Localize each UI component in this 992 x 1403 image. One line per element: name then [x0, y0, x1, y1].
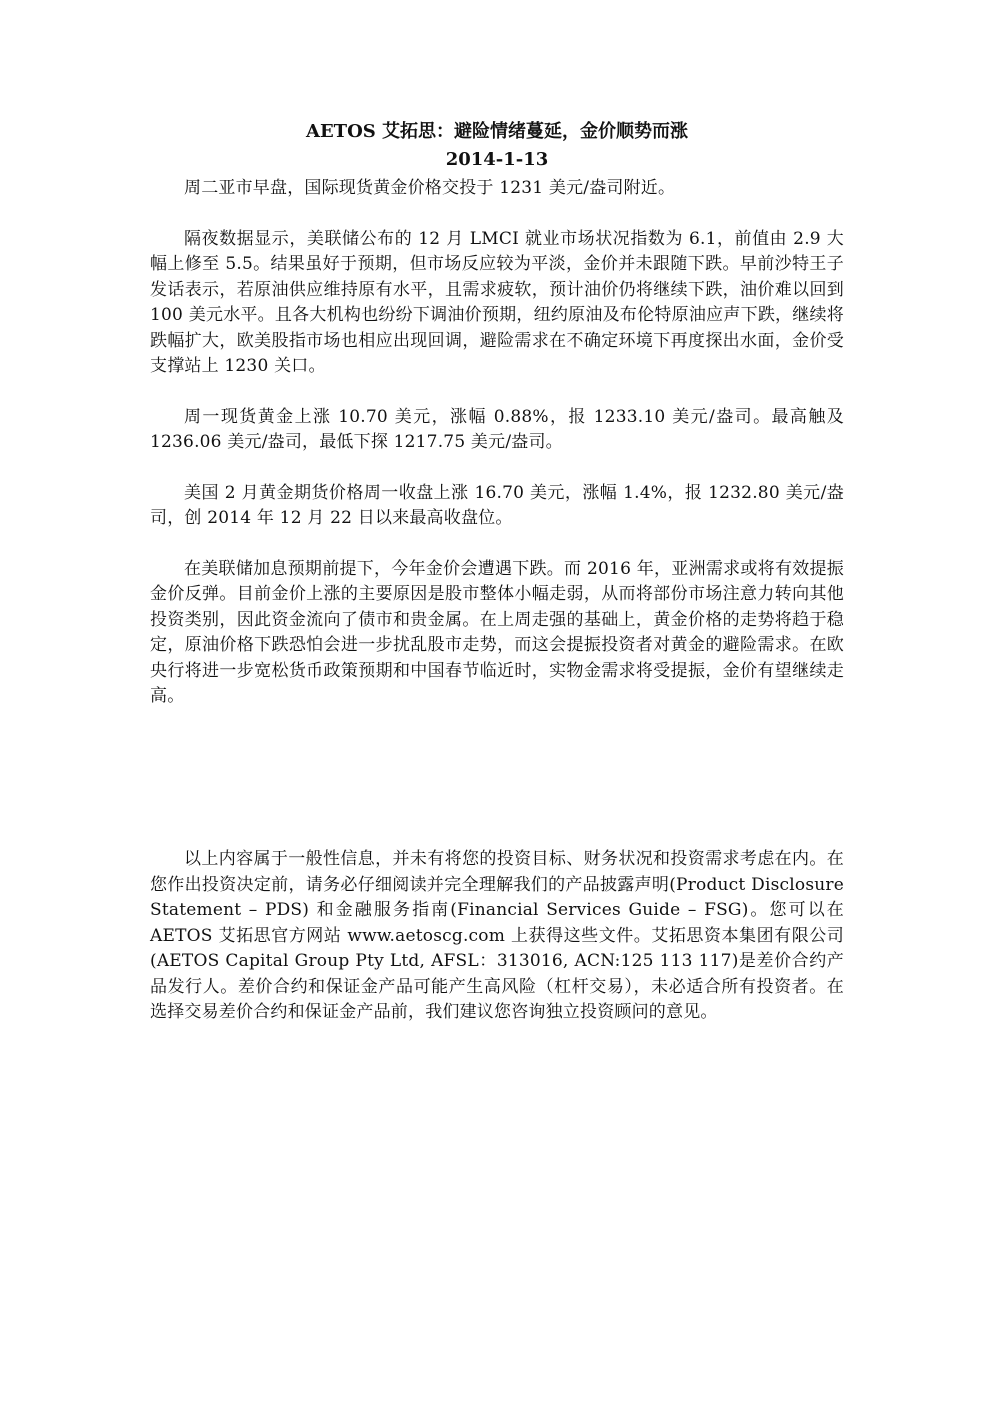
article-body: [150, 118, 844, 735]
paragraph-overnight-data: 隔夜数据显示，美联储公布的 12 月 LMCI 就业市场状况指数为 6.1，前值由 2.9 大幅上修至 5.5。结果虽好于预期，但市场反应较为平淡，金价并未跟随下跌。早前沙特王子发话表示，若原油供应维持原有水平，且需求疲软，预计油价仍将继续下跌，油价难以回到 100 美元水平。且各大机构也纷纷下调油价预期，纽约原油及布伦特原油应声下跌，继续将跌幅扩大，欧美股指市场也相应出现回调，避险需求在不确定环境下再度探出水面，金价受支撑站上 1230 关口。: [150, 228, 844, 376]
paragraph-spot-gold: 周一现货黄金上涨 10.70 美元，涨幅 0.88%，报 1233.10 美元/盎司。最高触及 1236.06 美元/盎司，最低下探 1217.75 美元/盎司。: [150, 406, 844, 452]
paragraph-outlook: 在美联储加息预期前提下，今年金价会遭遇下跌。而 2016 年，亚洲需求或将有效提振金价反弹。目前金价上涨的主要原因是股市整体小幅走弱，从而将部份市场注意力转向其他投资类别，因此资金流向了债市和贵金属。在上周走强的基础上，黄金价格的走势将趋于稳定，原油价格下跌恐怕会进一步扰乱股市走势，而这会提振投资者对黄金的避险需求。在欧央行将进一步宽松货币政策预期和中国春节临近时，实物金需求将受提振，金价有望继续走高。: [150, 558, 844, 706]
paragraph-intro: 周二亚市早盘，国际现货黄金价格交投于 1231 美元/盎司附近。: [184, 178, 676, 198]
article-date: 2014-1-13: [445, 149, 549, 170]
article-title: AETOS 艾拓思：避险情绪蔓延，金价顺势而涨: [305, 121, 689, 142]
paragraph-gold-futures: 美国 2 月黄金期货价格周一收盘上涨 16.70 美元，涨幅 1.4%，报 1232.80 美元/盎司，创 2014 年 12 月 22 日以来最高收盘位。: [150, 482, 844, 528]
disclaimer-text: 以上内容属于一般性信息，并未有将您的投资目标、财务状况和投资需求考虑在内。在您作出投资决定前，请务必仔细阅读并完全理解我们的产品披露声明(Product Disclosure Statement – PDS) 和金融服务指南(Financial Services Guide – FSG)。您可以在 AETOS 艾拓思官方网站 www.aetoscg.com 上获得这些文件。艾拓思资本集团有限公司(AETOS Capital Group Pty Ltd, AFSL：313016, ACN:125 113 117)是差价合约产品发行人。差价合约和保证金产品可能产生高风险（杠杆交易），未必适合所有投资者。在选择交易差价合约和保证金产品前，我们建议您咨询独立投资顾问的意见。: [150, 849, 844, 1022]
